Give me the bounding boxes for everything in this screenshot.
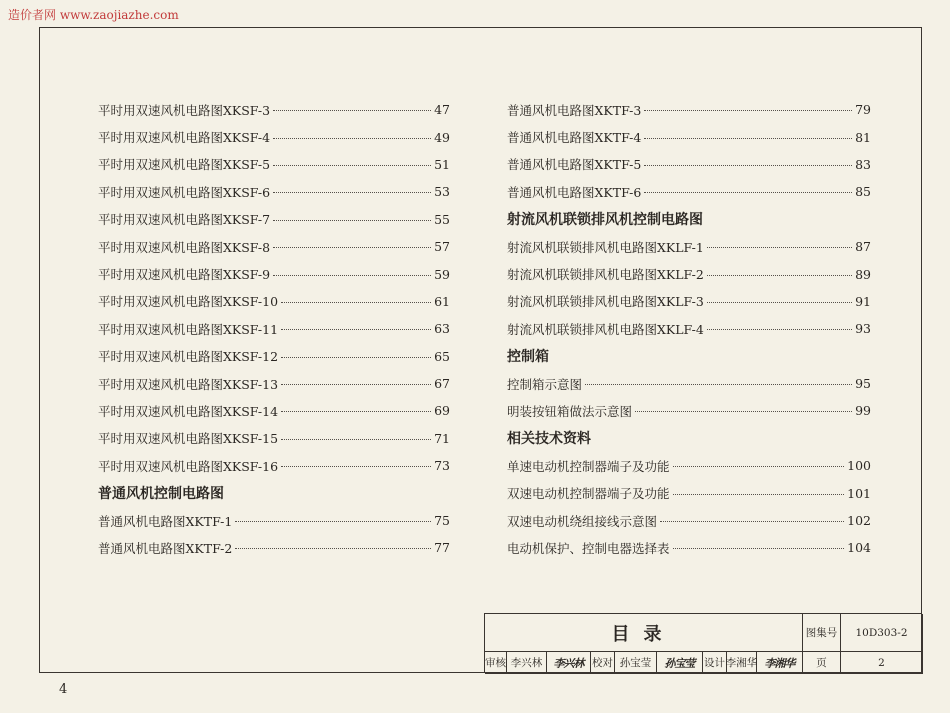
toc-leader-dots (235, 548, 431, 549)
toc-entry-page: 93 (855, 321, 871, 337)
reviewer-signature: 李兴林 (547, 652, 591, 674)
toc-entry-page: 91 (855, 293, 871, 309)
toc-entry-page: 63 (434, 321, 450, 337)
toc-entry (507, 96, 871, 123)
toc-entry-page: 102 (847, 513, 871, 529)
toc-leader-dots (273, 247, 431, 248)
toc-entry-title: 普通风机电路图XKTF-1 (98, 513, 233, 529)
toc-entry-title: 普通风机电路图XKTF-3 (507, 102, 642, 118)
toc-leader-dots (281, 411, 431, 412)
toc-entry (98, 96, 450, 123)
toc-entry-page: 83 (855, 156, 871, 172)
toc-entry (98, 233, 450, 260)
toc-entry-title: 平时用双速风机电路图XKSF-14 (98, 403, 279, 419)
toc-entry-page: 47 (434, 102, 450, 118)
toc-leader-dots (281, 302, 431, 303)
designer-signature: 李湘华 (757, 652, 803, 674)
title-block-title: 目录 (485, 614, 803, 652)
toc-entry-title: 平时用双速风机电路图XKSF-5 (98, 157, 271, 173)
toc-entry-title: 明装按钮箱做法示意图 (507, 403, 633, 419)
toc-leader-dots (644, 165, 852, 166)
toc-leader-dots (281, 384, 431, 385)
toc-entry-page: 101 (847, 485, 871, 501)
toc-entry-title: 普通风机电路图XKTF-2 (98, 540, 233, 556)
toc-entry (98, 507, 450, 534)
toc-entry-page: 87 (855, 239, 871, 255)
toc-entry (98, 288, 450, 315)
toc-entry-title: 电动机保护、控制电器选择表 (507, 540, 670, 556)
toc-entry (507, 178, 871, 205)
toc-entry (507, 452, 871, 479)
toc-entry-page: 65 (434, 348, 450, 364)
toc-leader-dots (673, 494, 845, 495)
toc-entry (98, 343, 450, 370)
toc-leader-dots (707, 275, 852, 276)
toc-entry-title: 控制箱示意图 (507, 376, 583, 392)
toc-entry (98, 370, 450, 397)
page-value: 2 (841, 652, 923, 674)
toc-section-heading: 相关技术资料 (507, 431, 591, 448)
toc-leader-dots (707, 302, 852, 303)
toc-entry (507, 260, 871, 287)
toc-leader-dots (235, 521, 431, 522)
toc-entry-page: 89 (855, 266, 871, 282)
toc-entry (507, 397, 871, 424)
toc-entry-title: 平时用双速风机电路图XKSF-9 (98, 267, 271, 283)
toc-entry (98, 452, 450, 479)
toc-leader-dots (644, 110, 852, 111)
toc-entry-title: 平时用双速风机电路图XKSF-16 (98, 458, 279, 474)
toc-entry (98, 151, 450, 178)
toc-leader-dots (281, 466, 431, 467)
toc-leader-dots (273, 275, 431, 276)
toc-entry (507, 123, 871, 150)
reviewer-name: 李兴林 (507, 652, 547, 674)
toc-entry-page: 51 (434, 156, 450, 172)
toc-entry-page: 49 (434, 129, 450, 145)
toc-leader-dots (281, 329, 431, 330)
toc-entry-page: 67 (434, 376, 450, 392)
design-label: 设计 (703, 652, 727, 674)
toc-entry (507, 479, 871, 506)
toc-entry-page: 99 (855, 403, 871, 419)
toc-entry-title: 普通风机电路图XKTF-6 (507, 184, 642, 200)
toc-entry (98, 534, 450, 561)
check-label: 校对 (591, 652, 615, 674)
toc-entry (98, 178, 450, 205)
toc-entry-title: 平时用双速风机电路图XKSF-8 (98, 239, 271, 255)
toc-entry (507, 507, 871, 534)
toc-leader-dots (707, 329, 852, 330)
toc-entry-title: 平时用双速风机电路图XKSF-3 (98, 102, 271, 118)
toc-entry (98, 260, 450, 287)
toc-entry-title: 平时用双速风机电路图XKSF-13 (98, 376, 279, 392)
toc-entry (507, 288, 871, 315)
toc-entry-page: 95 (855, 376, 871, 392)
toc-leader-dots (707, 247, 852, 248)
review-label: 审核 (485, 652, 507, 674)
toc-entry-title: 平时用双速风机电路图XKSF-11 (98, 321, 279, 337)
toc-entry-title: 射流风机联锁排风机电路图XKLF-2 (507, 267, 704, 283)
toc-entry-page: 53 (434, 184, 450, 200)
toc-entry-page: 77 (434, 540, 450, 556)
toc-entry-title: 平时用双速风机电路图XKSF-7 (98, 212, 271, 228)
toc-entry-title: 单速电动机控制器端子及功能 (507, 458, 670, 474)
toc-entry-page: 100 (847, 458, 871, 474)
toc-entry-title: 射流风机联锁排风机电路图XKLF-1 (507, 239, 704, 255)
toc-entry-page: 57 (434, 239, 450, 255)
toc-leader-dots (644, 138, 852, 139)
checker-name: 孙宝莹 (615, 652, 657, 674)
toc-entry (98, 397, 450, 424)
toc-leader-dots (273, 192, 431, 193)
toc-entry (98, 206, 450, 233)
toc-entry (98, 123, 450, 150)
toc-entry-title: 平时用双速风机电路图XKSF-12 (98, 349, 279, 365)
toc-entry-page: 75 (434, 513, 450, 529)
toc-entry (98, 315, 450, 342)
toc-leader-dots (273, 165, 431, 166)
toc-leader-dots (273, 220, 431, 221)
toc-leader-dots (635, 411, 852, 412)
toc-entry-page: 79 (855, 102, 871, 118)
toc-entry-page: 59 (434, 266, 450, 282)
toc-entry-page: 61 (434, 293, 450, 309)
toc-leader-dots (585, 384, 852, 385)
toc-leader-dots (673, 466, 845, 467)
toc-leader-dots (281, 357, 431, 358)
toc-leader-dots (273, 138, 431, 139)
toc-entry-title: 平时用双速风机电路图XKSF-6 (98, 184, 271, 200)
toc-entry-page: 104 (847, 540, 871, 556)
toc-entry-title: 普通风机电路图XKTF-4 (507, 130, 642, 146)
toc-entry-page: 73 (434, 458, 450, 474)
atlas-number-label: 图集号 (803, 614, 841, 652)
toc-section-heading: 控制箱 (507, 349, 549, 366)
toc-entry (507, 233, 871, 260)
toc-entry-title: 双速电动机控制器端子及功能 (507, 486, 670, 502)
toc-left-column (98, 96, 450, 562)
toc-entry (507, 370, 871, 397)
toc-right-column (507, 96, 871, 562)
toc-entry-title: 双速电动机绕组接线示意图 (507, 513, 658, 529)
toc-leader-dots (673, 548, 845, 549)
toc-entry-page: 55 (434, 211, 450, 227)
toc-section-heading: 射流风机联锁排风机控制电路图 (507, 212, 703, 229)
title-block (484, 613, 922, 673)
toc-leader-dots (281, 439, 431, 440)
toc-entry-title: 射流风机联锁排风机电路图XKLF-4 (507, 321, 704, 337)
page-label: 页 (803, 652, 841, 674)
toc-entry (507, 151, 871, 178)
watermark-text: 造价者网 www.zaojiazhe.com (8, 8, 179, 22)
page-number: 4 (59, 682, 68, 697)
toc-entry-title: 普通风机电路图XKTF-5 (507, 157, 642, 173)
toc-entry-page: 85 (855, 184, 871, 200)
toc-section-heading: 普通风机控制电路图 (98, 486, 224, 503)
toc-entry-page: 71 (434, 430, 450, 446)
toc-entry-title: 平时用双速风机电路图XKSF-15 (98, 431, 279, 447)
toc-entry-title: 平时用双速风机电路图XKSF-4 (98, 130, 271, 146)
toc-entry-title: 射流风机联锁排风机电路图XKLF-3 (507, 294, 704, 310)
toc-entry (98, 425, 450, 452)
toc-entry-page: 69 (434, 403, 450, 419)
checker-signature: 孙宝莹 (657, 652, 703, 674)
toc-leader-dots (273, 110, 431, 111)
toc-entry-page: 81 (855, 129, 871, 145)
toc-leader-dots (660, 521, 844, 522)
designer-name: 李湘华 (727, 652, 757, 674)
toc-entry-title: 平时用双速风机电路图XKSF-10 (98, 294, 279, 310)
toc-entry (507, 534, 871, 561)
toc-leader-dots (644, 192, 852, 193)
toc-entry (507, 315, 871, 342)
atlas-number-value: 10D303-2 (841, 614, 923, 652)
